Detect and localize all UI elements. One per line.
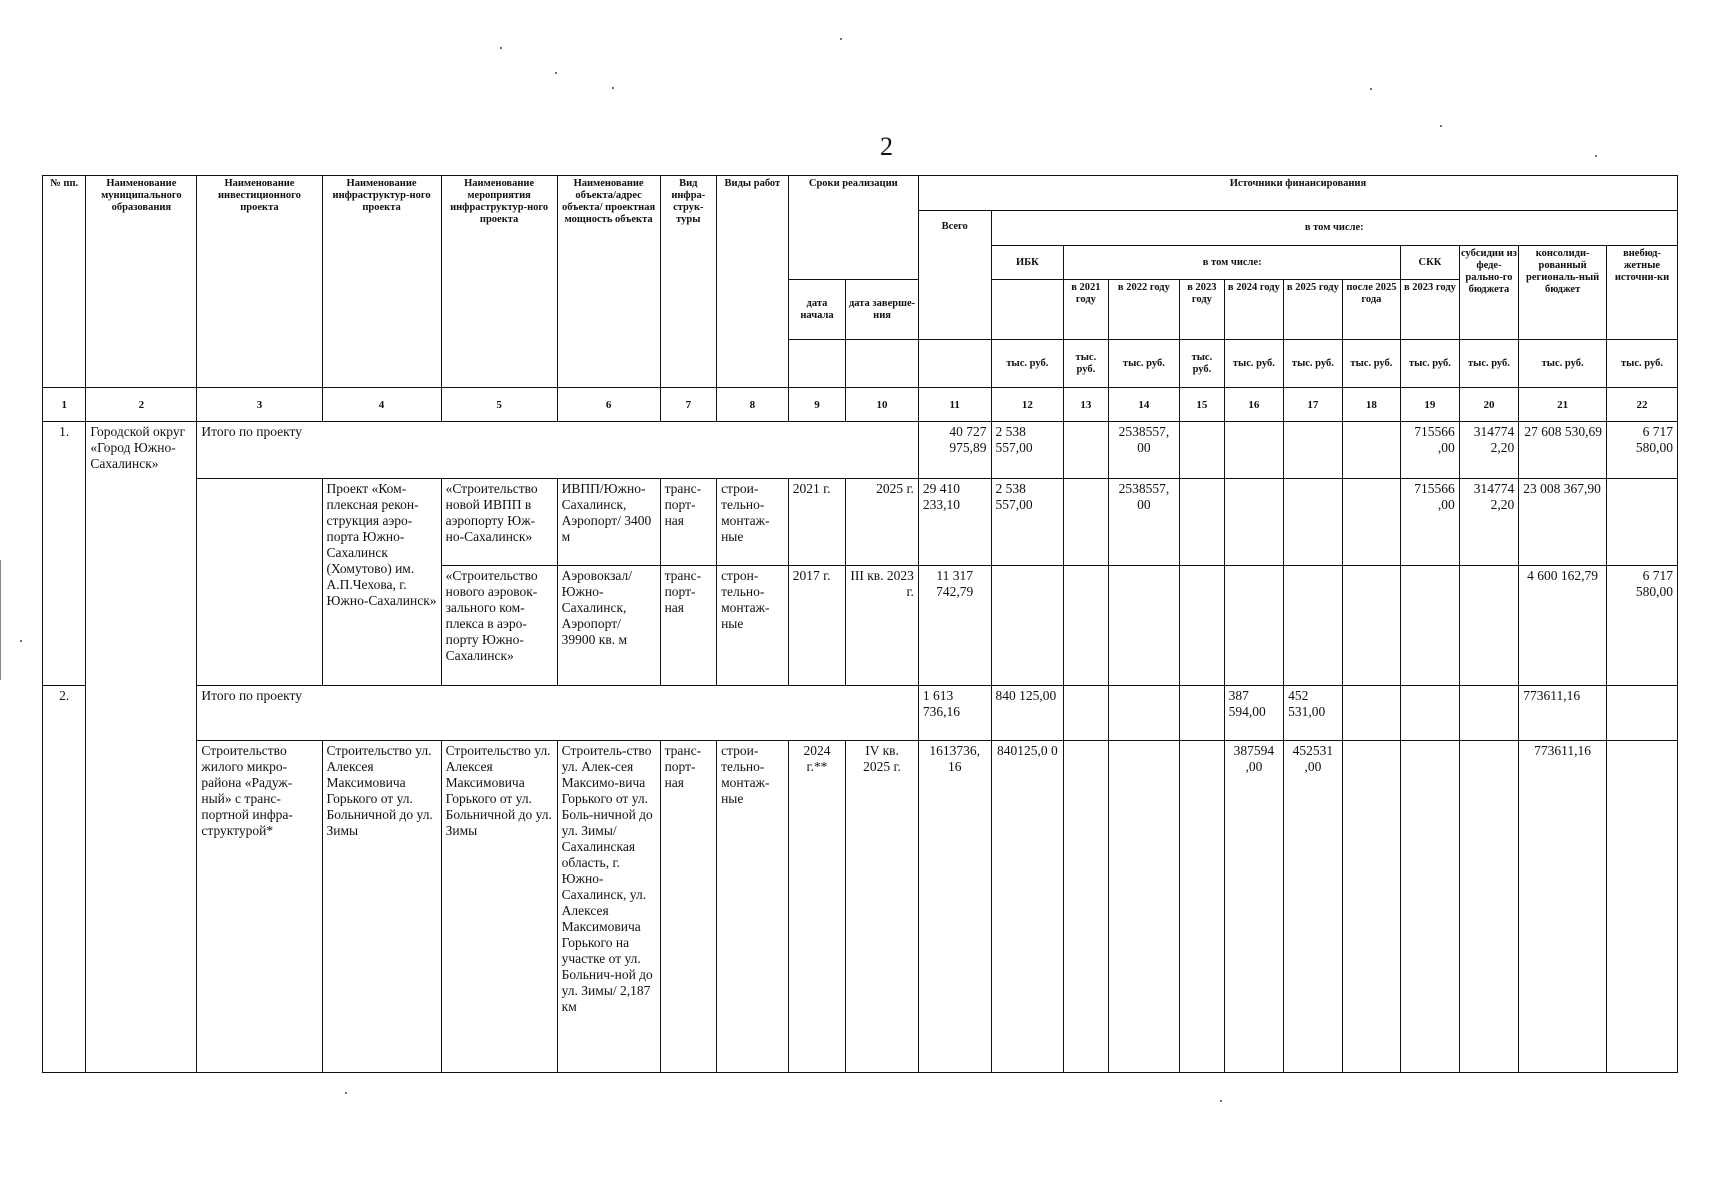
cell-2022: 2538557, 00	[1108, 479, 1180, 566]
scan-edge-line	[0, 560, 1, 680]
column-number: 15	[1180, 388, 1224, 422]
cell-2025: 452531 ,00	[1284, 741, 1343, 1073]
header-2022: в 2022 году	[1108, 280, 1180, 340]
cell-2022	[1108, 741, 1180, 1073]
column-number: 1	[43, 388, 86, 422]
header-2021: в 2021 году	[1064, 280, 1108, 340]
unit-cell: тыс. руб.	[1459, 340, 1519, 388]
unit-cell: тыс. руб.	[1401, 340, 1460, 388]
subsidy-cell	[1459, 566, 1519, 686]
header-infra-type: Вид инфра-струк-туры	[660, 176, 717, 388]
column-number: 6	[557, 388, 660, 422]
scan-speck	[345, 1092, 347, 1094]
scan-speck	[20, 640, 22, 642]
cell-after-2025	[1342, 566, 1401, 686]
column-number: 20	[1459, 388, 1519, 422]
column-number: 12	[991, 388, 1064, 422]
column-number: 21	[1519, 388, 1607, 422]
header-2025: в 2025 году	[1284, 280, 1343, 340]
column-number: 10	[846, 388, 919, 422]
scan-speck	[840, 38, 842, 40]
skk-cell	[1401, 566, 1460, 686]
column-number: 18	[1342, 388, 1401, 422]
unit-cell: тыс. руб.	[1064, 340, 1108, 388]
object-cell: Аэровокзал/ Южно-Сахалинск, Аэропорт/ 39900 кв. м	[557, 566, 660, 686]
ibk-cell: 2 538 557,00	[991, 422, 1064, 479]
extra-budget-cell: 6 717 580,00	[1607, 422, 1678, 479]
column-number: 3	[197, 388, 322, 422]
extra-budget-cell	[1607, 686, 1678, 741]
start-date-cell: 2021 г.	[788, 479, 846, 566]
extra-budget-cell	[1607, 479, 1678, 566]
cell-2023	[1180, 566, 1224, 686]
infra-project-cell: Проект «Ком-плексная рекон-струкция аэро-порта Южно-Сахалинск (Хомутово) им. А.П.Чехова, г. Южно-Сахалинск»	[322, 479, 441, 686]
header-skk: СКК	[1401, 246, 1460, 280]
row-number: 1.	[43, 422, 86, 686]
cell-after-2025	[1342, 422, 1401, 479]
cell-2023	[1180, 479, 1224, 566]
header-after-2025: после 2025 года	[1342, 280, 1401, 340]
header-including: в том числе:	[991, 211, 1677, 246]
cell-2021	[1064, 686, 1108, 741]
consolidated-cell: 773611,16	[1519, 741, 1607, 1073]
header-sources: Источники финансирования	[918, 176, 1677, 211]
unit-cell: тыс. руб.	[991, 340, 1064, 388]
unit-cell: тыс. руб.	[1284, 340, 1343, 388]
column-numbers-row	[43, 388, 1678, 422]
table-row	[43, 741, 1678, 1073]
cell-2025: 452 531,00	[1284, 686, 1343, 741]
column-number: 4	[322, 388, 441, 422]
header-extra-budget: внебюд-жетные источни-ки	[1607, 246, 1678, 340]
header-total: Всего	[918, 211, 991, 340]
subsidy-cell	[1459, 686, 1519, 741]
header-consolidated-budget: консолиди-рованный региональ-ный бюджет	[1519, 246, 1607, 340]
total-cell: 29 410 233,10	[918, 479, 991, 566]
table-row	[43, 479, 1678, 566]
scan-speck	[500, 47, 502, 49]
project-total-label: Итого по проекту	[197, 422, 918, 479]
end-date-cell: III кв. 2023 г.	[846, 566, 919, 686]
scan-speck	[1220, 1100, 1222, 1102]
cell-2025	[1284, 422, 1343, 479]
cell-2024	[1224, 422, 1284, 479]
event-cell: «Строительство новой ИВПП в аэропорту Юж-но-Сахалинск»	[441, 479, 557, 566]
invest-project-cell	[197, 479, 322, 686]
consolidated-cell: 4 600 162,79	[1519, 566, 1607, 686]
unit-cell: тыс. руб.	[1342, 340, 1401, 388]
invest-project-cell: Строительство жилого микро-района «Радуж-ный» с транс-портной инфра-структурой*	[197, 741, 322, 1073]
skk-cell	[1401, 741, 1460, 1073]
end-date-cell: IV кв. 2025 г.	[846, 741, 919, 1073]
infra-type-cell: транс-порт-ная	[660, 566, 717, 686]
cell-2024: 387 594,00	[1224, 686, 1284, 741]
cell-2024	[1224, 479, 1284, 566]
unit-cell: тыс. руб.	[1180, 340, 1224, 388]
start-date-cell: 2024 г.**	[788, 741, 846, 1073]
scan-speck	[1440, 125, 1442, 127]
ibk-cell: 840125,0 0	[991, 741, 1064, 1073]
extra-budget-cell	[1607, 741, 1678, 1073]
column-number: 2	[86, 388, 197, 422]
cell-after-2025	[1342, 741, 1401, 1073]
infra-project-cell: Строительство ул. Алексея Максимовича Горького от ул. Больничной до ул. Зимы	[322, 741, 441, 1073]
header-start-date: дата начала	[788, 280, 846, 340]
header-municipality: Наименование муниципального образования	[86, 176, 197, 388]
end-date-cell: 2025 г.	[846, 479, 919, 566]
scan-speck	[612, 87, 614, 89]
column-number: 16	[1224, 388, 1284, 422]
header-ibk-empty	[991, 280, 1064, 340]
header-invest-project: Наименование инвестиционного проекта	[197, 176, 322, 388]
cell-2021	[1064, 479, 1108, 566]
project-total-label: Итого по проекту	[197, 686, 918, 741]
cell-2023	[1180, 741, 1224, 1073]
header-2024: в 2024 году	[1224, 280, 1284, 340]
works-cell: строи-тельно-монтаж-ные	[717, 479, 789, 566]
object-cell: Строитель-ство ул. Алек-сея Максимо-вича Горького от ул. Боль-ничной до ул. Зимы/ Сахалинская область, г. Южно-Сахалинск, ул. Алексея Максимовича Горького на участке от ул. Больнич-ной до ул. Зимы/ 2,187 км	[557, 741, 660, 1073]
skk-cell	[1401, 686, 1460, 741]
infra-type-cell: транс-порт-ная	[660, 479, 717, 566]
event-cell: «Строительство нового аэровок-зального ком-плекса в аэро-порту Южно-Сахалинск»	[441, 566, 557, 686]
cell-2021	[1064, 422, 1108, 479]
cell-2023	[1180, 686, 1224, 741]
event-cell: Строительство ул. Алексея Максимовича Горького от ул. Больничной до ул. Зимы	[441, 741, 557, 1073]
total-cell: 40 727 975,89	[918, 422, 991, 479]
scan-speck	[1595, 155, 1597, 157]
header-terms-gap-2	[846, 340, 919, 388]
works-cell: строи-тельно-монтаж-ные	[717, 741, 789, 1073]
consolidated-cell: 27 608 530,69	[1519, 422, 1607, 479]
start-date-cell: 2017 г.	[788, 566, 846, 686]
unit-cell: тыс. руб.	[1224, 340, 1284, 388]
unit-cell: тыс. руб.	[1519, 340, 1607, 388]
column-number: 13	[1064, 388, 1108, 422]
column-number: 11	[918, 388, 991, 422]
header-works: Виды работ	[717, 176, 789, 388]
header-2023: в 2023 году	[1180, 280, 1224, 340]
works-cell: строн-тельно-монтаж-ные	[717, 566, 789, 686]
scan-speck	[555, 72, 557, 74]
consolidated-cell: 773611,16	[1519, 686, 1607, 741]
object-cell: ИВПП/Южно-Сахалинск, Аэропорт/ 3400 м	[557, 479, 660, 566]
header-event: Наименование мероприятия инфраструктур-ного проекта	[441, 176, 557, 388]
cell-2024	[1224, 566, 1284, 686]
total-cell: 11 317 742,79	[918, 566, 991, 686]
unit-cell: тыс. руб.	[1607, 340, 1678, 388]
subsidy-cell: 314774 2,20	[1459, 479, 1519, 566]
page-number: 2	[880, 132, 893, 161]
cell-2022	[1108, 686, 1180, 741]
cell-after-2025	[1342, 479, 1401, 566]
header-infra-project: Наименование инфраструктур-ного проекта	[322, 176, 441, 388]
header-terms: Сроки реализации	[788, 176, 918, 280]
cell-after-2025	[1342, 686, 1401, 741]
header-num: № пп.	[43, 176, 86, 388]
column-number: 19	[1401, 388, 1460, 422]
total-cell: 1613736, 16	[918, 741, 991, 1073]
ibk-cell	[991, 566, 1064, 686]
header-object: Наименование объекта/адрес объекта/ проектная мощность объекта	[557, 176, 660, 388]
skk-cell: 715566 ,00	[1401, 479, 1460, 566]
row-number: 2.	[43, 686, 86, 1073]
column-number: 17	[1284, 388, 1343, 422]
column-number: 5	[441, 388, 557, 422]
header-end-date: дата заверше-ния	[846, 280, 919, 340]
cell-2025	[1284, 479, 1343, 566]
table-row	[43, 422, 1678, 479]
unit-cell: тыс. руб.	[1108, 340, 1180, 388]
cell-2024: 387594 ,00	[1224, 741, 1284, 1073]
cell-2025	[1284, 566, 1343, 686]
header-federal-subsidy: субсидии из феде-рально-го бюджета	[1459, 246, 1519, 340]
table-row	[43, 686, 1678, 741]
financing-table	[42, 175, 1678, 1073]
cell-2022	[1108, 566, 1180, 686]
subsidy-cell	[1459, 741, 1519, 1073]
header-ibk-including: в том числе:	[1064, 246, 1401, 280]
skk-cell: 715566 ,00	[1401, 422, 1460, 479]
municipality-name: Городской округ «Город Южно-Сахалинск»	[86, 422, 197, 1073]
column-number: 8	[717, 388, 789, 422]
cell-2021	[1064, 566, 1108, 686]
subsidy-cell: 314774 2,20	[1459, 422, 1519, 479]
ibk-cell: 840 125,00	[991, 686, 1064, 741]
scan-speck	[1370, 88, 1372, 90]
header-ibk: ИБК	[991, 246, 1064, 280]
total-cell: 1 613 736,16	[918, 686, 991, 741]
extra-budget-cell: 6 717 580,00	[1607, 566, 1678, 686]
column-number: 7	[660, 388, 717, 422]
column-number: 22	[1607, 388, 1678, 422]
column-number: 14	[1108, 388, 1180, 422]
header-terms-gap-1	[788, 340, 846, 388]
ibk-cell: 2 538 557,00	[991, 479, 1064, 566]
header-total-gap	[918, 340, 991, 388]
consolidated-cell: 23 008 367,90	[1519, 479, 1607, 566]
cell-2021	[1064, 741, 1108, 1073]
column-number: 9	[788, 388, 846, 422]
cell-2023	[1180, 422, 1224, 479]
infra-type-cell: транс-порт-ная	[660, 741, 717, 1073]
cell-2022: 2538557, 00	[1108, 422, 1180, 479]
header-skk-2023: в 2023 году	[1401, 280, 1460, 340]
